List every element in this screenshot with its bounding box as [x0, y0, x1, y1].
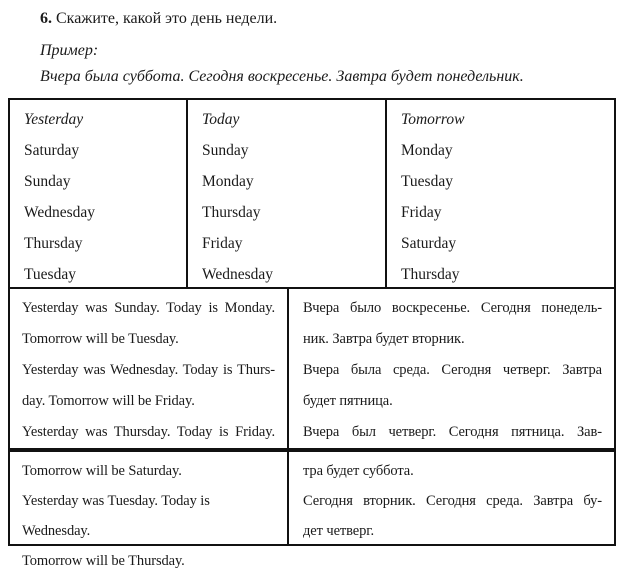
- day-item: Tuesday: [24, 266, 76, 283]
- day-item: Tuesday: [401, 173, 453, 190]
- answer-line-english: Tomorrow will be Thursday.: [22, 553, 185, 569]
- day-item: Friday: [202, 235, 243, 252]
- answer-line-russian: тра будет суббота.: [303, 463, 414, 479]
- days-column-tomorrow: [387, 100, 614, 287]
- answers-box-lower: [8, 450, 616, 569]
- days-list-today: [202, 135, 385, 290]
- day-item: Thursday: [24, 235, 83, 252]
- exercise-prompt: Скажите, какой это день недели.: [56, 10, 278, 27]
- day-item: Saturday: [401, 235, 457, 252]
- russian-answers-lower: [289, 452, 614, 544]
- answer-line-english: Tomorrow will be Tuesday.: [22, 331, 179, 347]
- answer-line-english: Yesterday was Thursday. Today is Friday.: [22, 424, 275, 440]
- column-header-tomorrow: Tomorrow: [401, 111, 465, 128]
- day-item: Wednesday: [24, 204, 96, 221]
- answer-line-russian: Вчера было воскресенье. Сегодня понедель-: [303, 300, 602, 316]
- answer-line-russian: ник. Завтра будет вторник.: [303, 331, 465, 347]
- example-label: Пример:: [40, 42, 99, 59]
- english-answers-lower: [10, 452, 289, 569]
- day-item: Sunday: [24, 173, 71, 190]
- answer-line-english: Yesterday was Tuesday. Today is Wednesday.: [22, 493, 210, 539]
- answer-line-russian: Вчера была среда. Сегодня четверг. Завтра: [303, 362, 602, 378]
- days-table: [8, 98, 616, 289]
- day-item: Monday: [202, 173, 254, 190]
- day-item: Thursday: [202, 204, 261, 221]
- days-column-today: [188, 100, 387, 287]
- day-item: Saturday: [24, 142, 80, 159]
- answer-line-russian: Вчера был четверг. Сегодня пятница. Зав-: [303, 424, 602, 440]
- answer-line-russian: дет четверг.: [303, 523, 375, 539]
- answer-line-english: Yesterday was Sunday. Today is Monday.: [22, 300, 275, 316]
- column-header-today: Today: [202, 111, 240, 128]
- exercise-heading: [40, 10, 277, 28]
- days-list-tomorrow: [401, 135, 614, 290]
- answer-line-english: Tomorrow will be Saturday.: [22, 463, 182, 479]
- days-list-yesterday: [24, 135, 186, 290]
- russian-answers-upper: [289, 289, 614, 448]
- column-header-yesterday: Yesterday: [24, 111, 84, 128]
- exercise-number: 6.: [40, 10, 52, 27]
- example-sentence: Вчера была суббота. Сегодня воскресенье. Завтра будет понедельник.: [40, 68, 524, 85]
- day-item: Monday: [401, 142, 453, 159]
- day-item: Friday: [401, 204, 442, 221]
- day-item: Wednesday: [202, 266, 274, 283]
- day-item: Thursday: [401, 266, 460, 283]
- days-column-yesterday: [10, 100, 188, 287]
- answer-line-english: day. Tomorrow will be Friday.: [22, 393, 195, 409]
- answer-line-english: Yesterday was Wednesday. Today is Thurs-: [22, 362, 275, 378]
- answer-line-russian: будет пятница.: [303, 393, 393, 409]
- english-answers-upper: [10, 289, 289, 448]
- answers-box-upper: [8, 289, 616, 450]
- day-item: Sunday: [202, 142, 249, 159]
- answer-line-russian: Сегодня вторник. Сегодня среда. Завтра бу-: [303, 493, 602, 509]
